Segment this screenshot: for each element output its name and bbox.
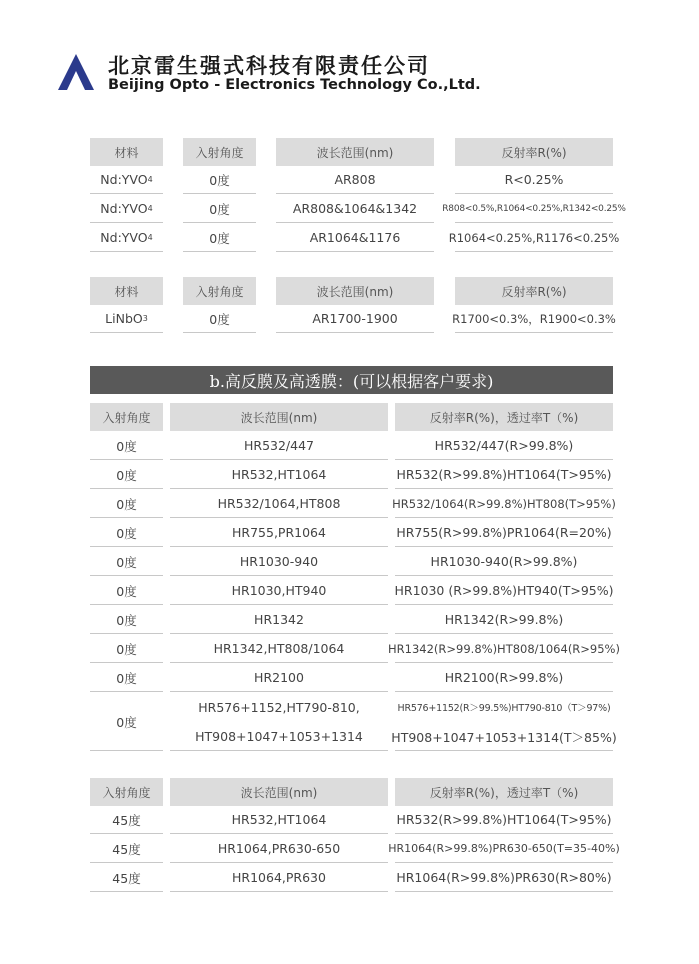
cell-reflectance: R<0.25% [455,166,613,194]
cell-angle: 0度 [90,432,163,460]
cell-value: HR1030-940(R>99.8%) [395,548,613,576]
header-angle: 入射角度 [90,778,163,806]
cell-angle: 0度 [90,664,163,692]
header-reflectance-transmittance: 反射率R(%)，透过率T（%) [395,403,613,431]
company-logo-icon [56,52,96,92]
cell-angle: 0度 [90,548,163,576]
cell-angle: 0度 [183,195,256,223]
cell-reflectance: R808<0.5%,R1064<0.25%,R1342<0.25% [455,195,613,223]
cell-angle: 0度 [90,606,163,634]
cell-value: HR1342(R>99.8%) [395,606,613,634]
header-range: 波长范围(nm) [170,778,388,806]
cell-value: HR532/1064(R>99.8%)HT808(T>95%) [395,490,613,518]
cell-range: HR2100 [170,664,388,692]
cell-range-line2: HT908+1047+1053+1314 [170,723,388,751]
cell-angle: 0度 [183,166,256,194]
cell-range: HR1030,HT940 [170,577,388,605]
cell-range: AR808&1064&1342 [276,195,434,223]
cell-range: HR1064,PR630-650 [170,835,388,863]
cell-material: Nd:YVO 4 [90,224,163,252]
cell-material: Nd:YVO 4 [90,166,163,194]
cell-value: HR1030 (R>99.8%)HT940(T>95%) [395,577,613,605]
cell-value: HR1342(R>99.8%)HT808/1064(R>95%) [395,635,613,663]
cell-material: LiNbO 3 [90,305,163,333]
cell-angle: 0度 [90,519,163,547]
cell-value: HR532/447(R>99.8%) [395,432,613,460]
cell-angle: 0度 [90,461,163,489]
cell-angle: 0度 [90,635,163,663]
cell-reflectance: R1064<0.25%,R1176<0.25% [455,224,613,252]
cell-range-line1: HR576+1152,HT790-810, [198,699,360,715]
cell-value-line1: HR576+1152(R＞99.5%)HT790-810（T＞97%) [397,703,611,714]
cell-range: HR1342,HT808/1064 [170,635,388,663]
cell-angle: 45度 [90,864,163,892]
cell-angle: 0度 [90,693,163,751]
company-name-en: Beijing Opto - Electronics Technology Co.,Ltd. [108,77,481,93]
cell-range: AR1700-1900 [276,305,434,333]
cell-range: HR1064,PR630 [170,864,388,892]
cell-angle: 45度 [90,806,163,834]
header-range: 波长范围(nm) [170,403,388,431]
cell-angle: 0度 [90,490,163,518]
cell-value: HR2100(R>99.8%) [395,664,613,692]
cell-value-line2: HT908+1047+1053+1314(T＞85%) [395,723,613,751]
header-material: 材料 [90,138,163,166]
cell-angle: 45度 [90,835,163,863]
header-reflectance-transmittance: 反射率R(%)，透过率T（%) [395,778,613,806]
cell-value: HR532(R>99.8%)HT1064(T>95%) [395,806,613,834]
header-material: 材料 [90,277,163,305]
cell-reflectance: R1700<0.3%，R1900<0.3% [455,305,613,333]
header-range: 波长范围(nm) [276,138,434,166]
cell-range: HR755,PR1064 [170,519,388,547]
cell-value: HR755(R>99.8%)PR1064(R=20%) [395,519,613,547]
cell-material: Nd:YVO 4 [90,195,163,223]
header-reflectance: 反射率R(%) [455,277,613,305]
header-reflectance: 反射率R(%) [455,138,613,166]
header-angle: 入射角度 [90,403,163,431]
header-angle: 入射角度 [183,138,256,166]
cell-value: HR1064(R>99.8%)PR630-650(T=35-40%) [395,835,613,863]
cell-value: HR1064(R>99.8%)PR630(R>80%) [395,864,613,892]
cell-range: AR808 [276,166,434,194]
header-range: 波长范围(nm) [276,277,434,305]
cell-range: AR1064&1176 [276,224,434,252]
cell-angle: 0度 [90,577,163,605]
section-b-title: b.高反膜及高透膜：(可以根据客户要求) [90,366,613,394]
cell-angle: 0度 [183,224,256,252]
cell-range: HR532/1064,HT808 [170,490,388,518]
cell-range: HR532/447 [170,432,388,460]
header-angle: 入射角度 [183,277,256,305]
cell-range: HR1342 [170,606,388,634]
cell-range: HR1030-940 [170,548,388,576]
company-name-cn: 北京雷生强式科技有限责任公司 [108,54,430,78]
cell-range: HR532,HT1064 [170,806,388,834]
cell-angle: 0度 [183,305,256,333]
cell-value: HR532(R>99.8%)HT1064(T>95%) [395,461,613,489]
cell-range: HR532,HT1064 [170,461,388,489]
